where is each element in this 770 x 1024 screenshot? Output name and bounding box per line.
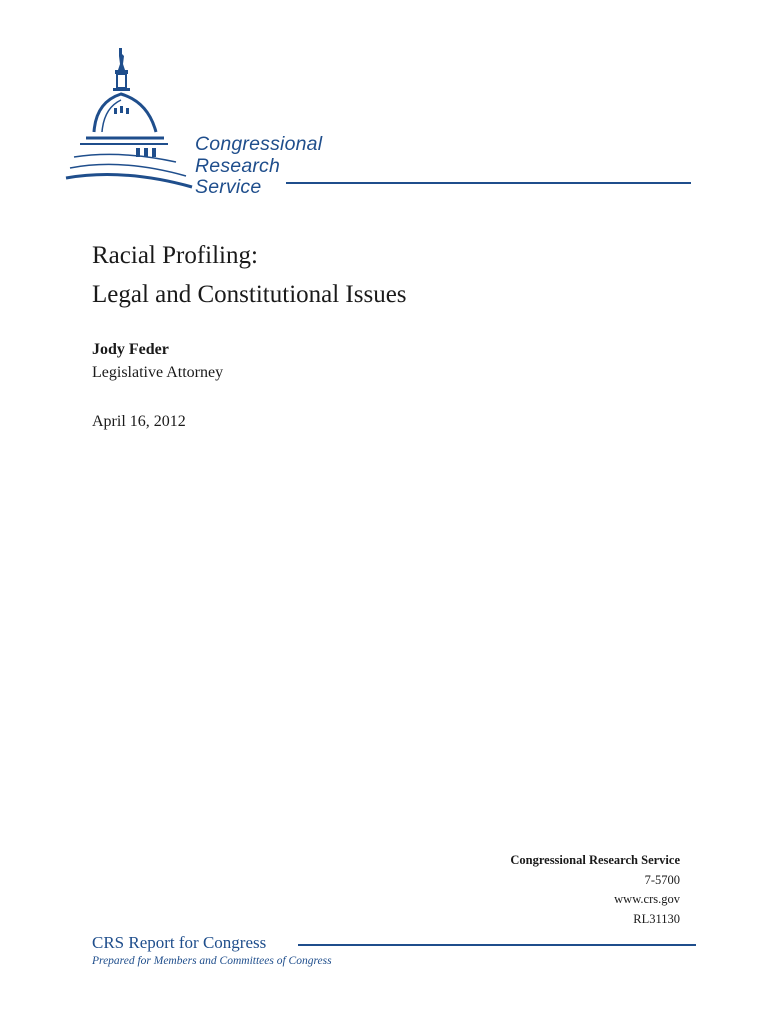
logo-line-1: Congressional: [195, 133, 323, 155]
report-rule: [298, 944, 696, 946]
title-line-2: Legal and Constitutional Issues: [92, 281, 407, 308]
publication-date: April 16, 2012: [92, 413, 186, 430]
logo-line-3: Service: [195, 176, 262, 198]
author-name: Jody Feder: [92, 341, 169, 358]
logo-rule: [286, 182, 691, 184]
author-title: Legislative Attorney: [92, 364, 224, 381]
crs-logo: [64, 40, 704, 200]
report-series-title: CRS Report for Congress: [92, 933, 267, 952]
website-link[interactable]: www.crs.gov: [614, 892, 680, 906]
logo-line-2: Research: [195, 154, 281, 177]
report-number: RL31130: [633, 911, 680, 926]
logo-wordmark: [195, 134, 322, 199]
capitol-dome-icon: [64, 40, 204, 200]
report-info-block: [510, 851, 680, 929]
prepared-for-note: Prepared for Members and Committees of Congress: [92, 955, 332, 967]
title-line-1: Racial Profiling:: [92, 242, 258, 269]
document-title: [92, 236, 407, 314]
organization-name: Congressional Research Service: [510, 853, 680, 867]
phone-number: 7-5700: [644, 872, 680, 887]
